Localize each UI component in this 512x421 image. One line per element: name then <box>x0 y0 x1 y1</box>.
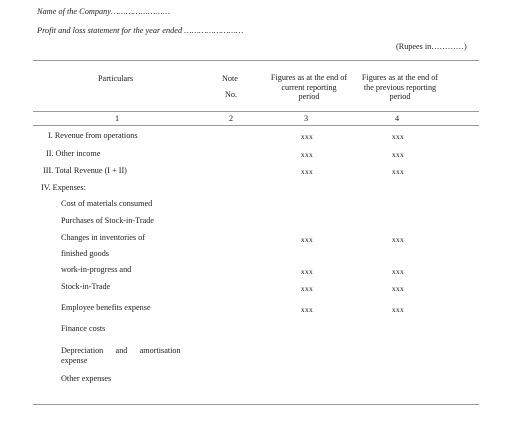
col-num-3: 3 <box>304 114 309 123</box>
header-rule <box>33 111 479 112</box>
row-previous-value: xxx <box>391 235 405 244</box>
row-current-value: xxx <box>300 284 314 293</box>
row-current-value: xxx <box>300 167 314 176</box>
row-previous-value: xxx <box>391 167 405 176</box>
col-previous: Figures as at the end of the previous reporting period <box>361 73 439 101</box>
cut-off-title <box>150 0 360 2</box>
col-num-2: 2 <box>229 114 234 123</box>
row-current-value: xxx <box>300 235 314 244</box>
table-bottom-rule <box>33 404 479 405</box>
row-current-value: xxx <box>300 267 314 276</box>
col-particulars: Particulars <box>98 74 134 83</box>
numbers-rule <box>33 125 479 126</box>
row-label: work-in-progress and <box>61 265 132 274</box>
row-previous-value: xxx <box>391 267 405 276</box>
row-previous-value: xxx <box>391 305 405 314</box>
col-current: Figures as at the end of current reporting period <box>270 73 348 101</box>
row-label: Stock-in-Trade <box>61 282 111 291</box>
company-dots: …………………… <box>110 7 171 16</box>
col-num-4: 4 <box>395 114 400 123</box>
row-previous-value: xxx <box>391 132 405 141</box>
row-label: Changes in inventories of <box>61 233 145 242</box>
row-label: I. Revenue from operations <box>48 131 138 140</box>
row-label: Purchases of Stock-in-Trade <box>61 216 154 225</box>
col-note-line1: Note <box>222 74 238 83</box>
row-label: Depreciation and amortisation <box>61 346 181 355</box>
rupees-note: (Rupees in…………) <box>396 42 467 51</box>
company-name-line <box>37 7 170 16</box>
row-current-value: xxx <box>300 132 314 141</box>
statement-line <box>37 26 243 35</box>
row-label: II. Other income <box>46 149 101 158</box>
col-num-1: 1 <box>115 114 120 123</box>
row-previous-value: xxx <box>391 284 405 293</box>
row-label: Cost of materials consumed <box>61 199 153 208</box>
company-label: Name of the Company <box>37 7 111 16</box>
row-label: finished goods <box>61 249 109 258</box>
row-previous-value: xxx <box>391 150 405 159</box>
row-label: III. Total Revenue (I + II) <box>43 166 127 175</box>
statement-label: Profit and loss statement for the year ended <box>37 26 183 35</box>
row-current-value: xxx <box>300 150 314 159</box>
row-label: Employee benefits expense <box>61 303 151 312</box>
statement-dots: …………………… <box>184 26 244 35</box>
row-label: expense <box>61 356 88 365</box>
col-note-line2: No. <box>225 90 238 99</box>
row-label: IV. Expenses: <box>41 183 86 192</box>
row-label: Finance costs <box>61 324 106 333</box>
table-top-rule <box>33 60 479 61</box>
row-label: Other expenses <box>61 374 112 383</box>
row-current-value: xxx <box>300 305 314 314</box>
